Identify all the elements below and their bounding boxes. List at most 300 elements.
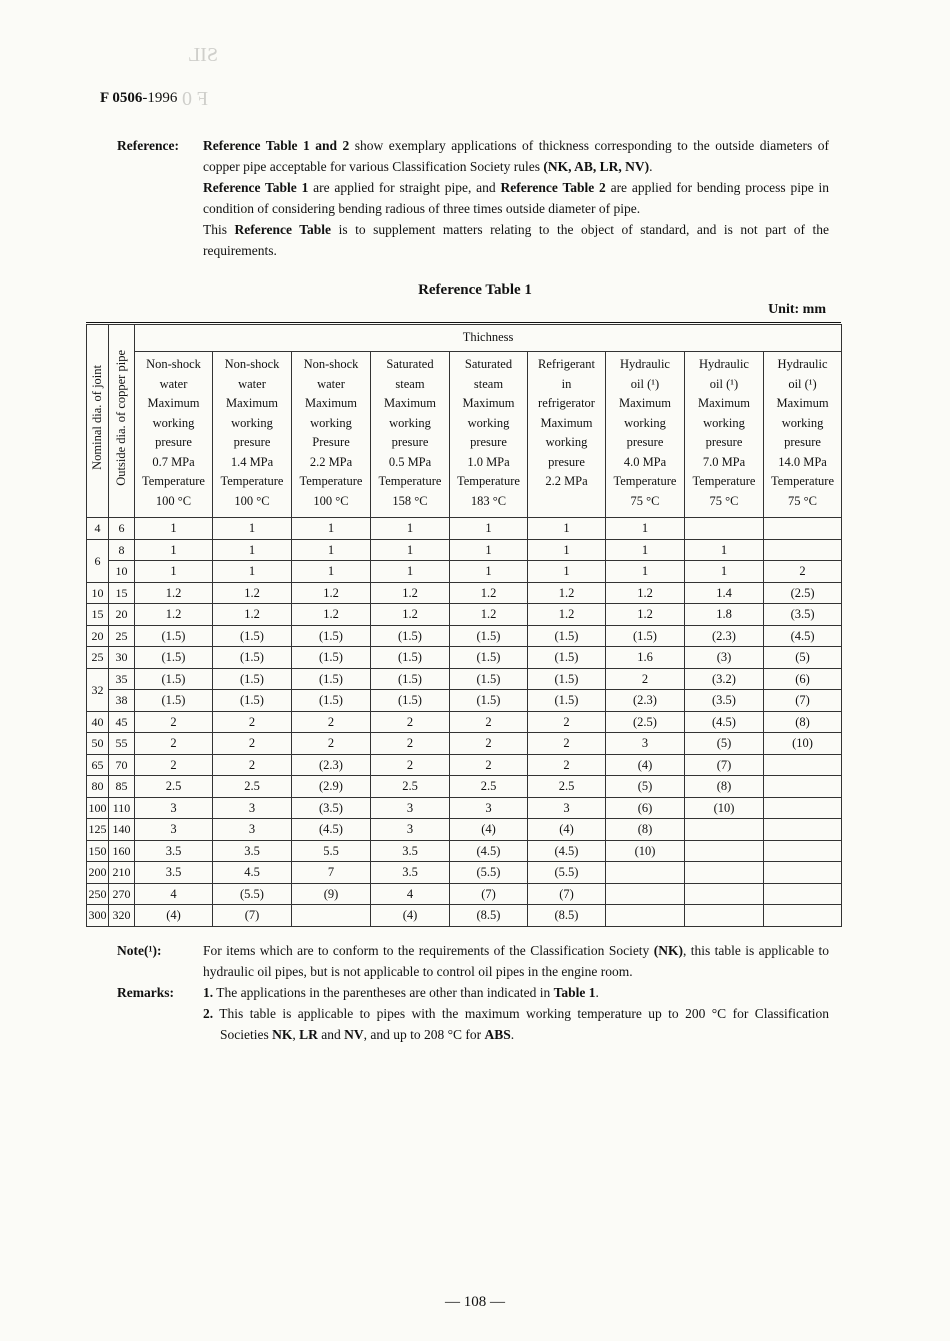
outside-dia-cell: 38 xyxy=(109,690,135,712)
table-row xyxy=(87,905,842,927)
outside-dia-cell: 6 xyxy=(109,518,135,540)
thickness-cell: (2.5) xyxy=(764,582,842,604)
outside-dia-cell: 320 xyxy=(109,905,135,927)
reference-line-1: Reference Table 1 and 2 show exemplary applications of thickness corresponding to the outside diameters of copper pipe acceptable for various Classification Society rules (NK, AB, LR, NV). xyxy=(203,138,830,174)
column-header xyxy=(135,352,213,518)
thickness-cell: 1 xyxy=(292,518,371,540)
thickness-cell: (3) xyxy=(685,647,764,669)
thickness-cell: (1.5) xyxy=(606,625,685,647)
thickness-cell: (4) xyxy=(371,905,450,927)
thickness-cell: (1.5) xyxy=(135,690,213,712)
thickness-cell: (1.5) xyxy=(292,625,371,647)
thickness-cell: (1.5) xyxy=(450,625,528,647)
thickness-cell: (10) xyxy=(764,733,842,755)
column-header-line: presure xyxy=(391,435,429,449)
outside-dia-cell: 8 xyxy=(109,539,135,561)
column-header-line: Maximum xyxy=(697,396,751,410)
thickness-cell: 2 xyxy=(528,711,606,733)
thickness-cell: (1.5) xyxy=(528,690,606,712)
thickness-cell: (1.5) xyxy=(450,647,528,669)
thickness-cell xyxy=(685,883,764,905)
column-header-line: 0.7 MPa xyxy=(152,454,195,469)
outside-dia-cell: 45 xyxy=(109,711,135,733)
column-header-line: 158 °C xyxy=(392,493,428,508)
outside-dia-cell: 25 xyxy=(109,625,135,647)
column-header-line: working xyxy=(624,415,666,430)
table-row xyxy=(87,561,842,583)
table-row xyxy=(87,840,842,862)
nominal-dia-cell: 65 xyxy=(87,754,109,776)
column-header-line: 1.0 MPa xyxy=(467,454,510,469)
thickness-cell: (6) xyxy=(764,668,842,690)
thickness-cell: (4.5) xyxy=(764,625,842,647)
thickness-cell: 1.2 xyxy=(292,604,371,626)
thickness-cell: (1.5) xyxy=(371,668,450,690)
nominal-dia-cell: 50 xyxy=(87,733,109,755)
thickness-cell: 2 xyxy=(292,733,371,755)
column-header-line: working xyxy=(310,415,352,430)
thickness-cell: (1.5) xyxy=(371,690,450,712)
thickness-cell: (8.5) xyxy=(450,905,528,927)
thickness-cell: 1 xyxy=(685,561,764,583)
column-header-line: Hydraulic xyxy=(699,357,749,371)
thickness-cell: 2 xyxy=(606,668,685,690)
thickness-cell: 4.5 xyxy=(213,862,292,884)
outside-dia-cell: 10 xyxy=(109,561,135,583)
thickness-cell: 1.2 xyxy=(135,582,213,604)
column-header xyxy=(371,352,450,518)
thickness-cell: (1.5) xyxy=(135,668,213,690)
thickness-cell: (1.5) xyxy=(528,647,606,669)
reference-table xyxy=(86,324,842,927)
table-row xyxy=(87,797,842,819)
thickness-cell: 1 xyxy=(450,539,528,561)
column-header xyxy=(528,352,606,518)
thickness-cell: 1.2 xyxy=(213,604,292,626)
table-title: Reference Table 1 xyxy=(418,282,532,298)
thickness-cell: (2.3) xyxy=(292,754,371,776)
thickness-cell: 1.4 xyxy=(685,582,764,604)
outside-dia-cell: 160 xyxy=(109,840,135,862)
table-row xyxy=(87,690,842,712)
thickness-cell: 1.2 xyxy=(606,604,685,626)
table-row xyxy=(87,539,842,561)
thickness-cell: (1.5) xyxy=(213,647,292,669)
table-row xyxy=(87,668,842,690)
column-header-line: steam xyxy=(473,376,504,391)
thickness-cell: 2 xyxy=(213,711,292,733)
thickness-cell: (5.5) xyxy=(213,883,292,905)
column-header-line: 1.4 MPa xyxy=(230,454,274,469)
column-header-line: working xyxy=(545,435,588,449)
column-header-line xyxy=(528,492,605,512)
column-header-line: water xyxy=(159,376,188,391)
column-header-line: Temperature xyxy=(692,474,756,488)
nominal-dia-cell: 300 xyxy=(87,905,109,927)
table-row xyxy=(87,518,842,540)
thickness-cell: 1.2 xyxy=(450,604,528,626)
thickness-cell: (7) xyxy=(213,905,292,927)
thickness-cell: (2.3) xyxy=(685,625,764,647)
column-header-line: Maximum xyxy=(383,396,437,410)
column-header-line: Non-shock xyxy=(303,357,359,371)
outside-dia-cell: 55 xyxy=(109,733,135,755)
table-row xyxy=(87,733,842,755)
nominal-dia-cell: 6 xyxy=(87,539,109,582)
thickness-cell: 2 xyxy=(450,754,528,776)
column-header-line: presure xyxy=(626,435,664,449)
note-text: For items which are to conform to the requirements of the Classification Society (NK), this table is applicable to hydraulic oil pipes, but is not applicable to control oil pipes in the engine room. xyxy=(203,943,829,979)
outside-dia-cell: 70 xyxy=(109,754,135,776)
thickness-cell: 1.2 xyxy=(528,604,606,626)
thickness-cell: (4.5) xyxy=(292,819,371,841)
page-number: — 108 — xyxy=(445,1294,505,1310)
bleed-through-mark: F 0 xyxy=(182,88,209,110)
column-header-line: 183 °C xyxy=(470,493,507,508)
reference-paragraph xyxy=(117,135,829,261)
column-header xyxy=(685,352,764,518)
thickness-cell: 4 xyxy=(135,883,213,905)
nominal-dia-cell: 4 xyxy=(87,518,109,540)
thickness-cell: (6) xyxy=(606,797,685,819)
thickness-cell xyxy=(685,518,764,540)
document-code xyxy=(100,90,177,107)
thickness-cell: 3 xyxy=(528,797,606,819)
remark-item: 1. The applications in the parentheses are other than indicated in Table 1. xyxy=(203,985,599,1000)
column-header-line: presure xyxy=(233,435,271,449)
thickness-cell: (1.5) xyxy=(135,647,213,669)
thickness-cell: (4) xyxy=(135,905,213,927)
thickness-cell: (10) xyxy=(606,840,685,862)
column-header-line: water xyxy=(317,376,345,391)
column-header-line: Non-shock xyxy=(146,357,201,371)
thickness-cell: (1.5) xyxy=(213,668,292,690)
outside-dia-cell: 110 xyxy=(109,797,135,819)
column-header-line: oil (¹) xyxy=(709,376,739,391)
table-row xyxy=(87,647,842,669)
column-header-line: working xyxy=(231,415,273,430)
outside-dia-cell: 270 xyxy=(109,883,135,905)
thickness-cell: 1 xyxy=(606,518,685,540)
thickness-cell xyxy=(764,797,842,819)
column-header-line: Hydraulic xyxy=(620,357,670,371)
thickness-cell: 2.5 xyxy=(371,776,450,798)
nominal-dia-cell: 32 xyxy=(87,668,109,711)
thickness-cell: 1.2 xyxy=(528,582,606,604)
column-header-line: Maximum xyxy=(147,396,200,410)
nominal-dia-cell: 15 xyxy=(87,604,109,626)
column-header xyxy=(764,352,842,518)
column-header-line: Temperature xyxy=(378,474,442,488)
column-header-line: Non-shock xyxy=(224,357,280,371)
thickness-cell xyxy=(606,862,685,884)
thickness-cell: (7) xyxy=(685,754,764,776)
thickness-cell: (4) xyxy=(450,819,528,841)
column-header-line: in xyxy=(561,376,572,391)
column-header-line: refrigerator xyxy=(538,396,595,410)
thickness-cell: (1.5) xyxy=(371,625,450,647)
thickness-cell: (4) xyxy=(528,819,606,841)
thickness-cell: 1.2 xyxy=(292,582,371,604)
thickness-cell: 3.5 xyxy=(135,840,213,862)
nominal-dia-cell: 200 xyxy=(87,862,109,884)
thickness-cell: 2 xyxy=(528,733,606,755)
thickness-cell: 1.8 xyxy=(685,604,764,626)
thickness-cell: 3.5 xyxy=(371,840,450,862)
column-header-line: working xyxy=(703,415,745,430)
thickness-cell: 1 xyxy=(135,518,213,540)
thickness-cell: 4 xyxy=(371,883,450,905)
column-header-line: oil (¹) xyxy=(788,376,817,391)
thickness-cell: 1.2 xyxy=(606,582,685,604)
outside-dia-cell: 20 xyxy=(109,604,135,626)
thickness-cell: 2 xyxy=(135,711,213,733)
column-header-line: Temperature xyxy=(220,474,284,488)
nominal-dia-cell: 100 xyxy=(87,797,109,819)
thickness-cell: 1 xyxy=(528,518,606,540)
column-header-line: Maximum xyxy=(462,396,515,410)
thickness-cell: (8) xyxy=(606,819,685,841)
thickness-cell: 1.2 xyxy=(371,604,450,626)
thickness-cell: 2 xyxy=(135,754,213,776)
thickness-cell: (8) xyxy=(764,711,842,733)
column-header-line: steam xyxy=(395,376,425,391)
thickness-cell: (1.5) xyxy=(213,690,292,712)
thickness-cell xyxy=(685,905,764,927)
thickness-cell: 7 xyxy=(292,862,371,884)
column-header-line: working xyxy=(152,415,195,430)
thickness-cell: 3 xyxy=(213,819,292,841)
thickness-cell: 3 xyxy=(371,819,450,841)
outside-dia-cell: 30 xyxy=(109,647,135,669)
thickness-cell: (7) xyxy=(528,883,606,905)
thickness-cell: (1.5) xyxy=(292,668,371,690)
outside-dia-header: Outside dia. of copper pipe xyxy=(109,325,135,518)
column-header-line: presure xyxy=(784,435,821,449)
thickness-cell: (1.5) xyxy=(371,647,450,669)
column-header-line: Temperature xyxy=(613,474,677,488)
thickness-cell: 1 xyxy=(213,561,292,583)
thickness-cell: (5) xyxy=(606,776,685,798)
thickness-cell xyxy=(764,862,842,884)
thickness-cell: (1.5) xyxy=(135,625,213,647)
nominal-dia-cell: 40 xyxy=(87,711,109,733)
column-header-line: presure xyxy=(155,435,192,449)
thickness-cell: 1 xyxy=(213,518,292,540)
thickness-cell: 3 xyxy=(135,819,213,841)
table-row xyxy=(87,754,842,776)
remarks-row xyxy=(117,982,829,1045)
thickness-cell: 2 xyxy=(764,561,842,583)
note-row xyxy=(117,940,829,982)
column-header-line: 2.2 MPa xyxy=(309,454,353,469)
thickness-cell xyxy=(764,883,842,905)
table-top-rule xyxy=(86,322,841,323)
thickness-cell xyxy=(292,905,371,927)
thickness-cell: (1.5) xyxy=(450,690,528,712)
outside-dia-cell: 210 xyxy=(109,862,135,884)
column-header-line: Temperature xyxy=(299,474,363,488)
thickness-cell: 2.5 xyxy=(135,776,213,798)
nominal-dia-cell: 10 xyxy=(87,582,109,604)
thickness-cell: (4.5) xyxy=(450,840,528,862)
thickness-cell: (1.5) xyxy=(450,668,528,690)
note-label: Note(¹): xyxy=(117,943,162,958)
thickness-cell: 2 xyxy=(213,733,292,755)
thickness-cell: (2.3) xyxy=(606,690,685,712)
unit-label: Unit: mm xyxy=(768,302,826,317)
thickness-cell: 1.2 xyxy=(371,582,450,604)
nominal-dia-cell: 25 xyxy=(87,647,109,669)
column-header-line: Refrigerant xyxy=(538,357,595,371)
document-year: -1996 xyxy=(142,90,178,106)
nominal-dia-cell: 80 xyxy=(87,776,109,798)
column-header-line: Maximum xyxy=(225,396,279,410)
thickness-cell: 1 xyxy=(292,561,371,583)
nominal-dia-cell: 150 xyxy=(87,840,109,862)
thickness-cell: (5) xyxy=(764,647,842,669)
column-header-line: 7.0 MPa xyxy=(702,454,746,469)
thickness-cell: 2 xyxy=(371,733,450,755)
thickness-cell: (10) xyxy=(685,797,764,819)
thickness-cell xyxy=(764,905,842,927)
thickness-cell: (3.2) xyxy=(685,668,764,690)
table-row xyxy=(87,604,842,626)
thickness-cell: (5) xyxy=(685,733,764,755)
column-header-line: oil (¹) xyxy=(630,376,660,391)
thickness-cell: (4.5) xyxy=(685,711,764,733)
thickness-cell: 2 xyxy=(450,733,528,755)
thickness-cell: 1 xyxy=(135,539,213,561)
thickness-cell: (4) xyxy=(606,754,685,776)
thickness-cell xyxy=(764,776,842,798)
outside-dia-cell: 35 xyxy=(109,668,135,690)
remarks-list xyxy=(203,982,829,1045)
column-header-line: 75 °C xyxy=(630,493,660,508)
nominal-dia-header: Nominal dia. of joint xyxy=(87,325,109,518)
thickness-cell: 1 xyxy=(685,539,764,561)
thickness-cell: (1.5) xyxy=(528,625,606,647)
thickness-cell: 1 xyxy=(606,539,685,561)
column-header-line: 14.0 MPa xyxy=(778,454,827,469)
thickness-cell xyxy=(685,819,764,841)
thickness-cell: 1 xyxy=(528,561,606,583)
thickness-cell: 2 xyxy=(135,733,213,755)
table-row xyxy=(87,582,842,604)
document-number: F 0506 xyxy=(100,90,143,106)
column-header-line: Maximum xyxy=(618,396,672,410)
thickness-cell: (2.5) xyxy=(606,711,685,733)
thickness-cell: 1 xyxy=(450,561,528,583)
thickness-cell: (1.5) xyxy=(292,690,371,712)
table-row xyxy=(87,625,842,647)
thickness-cell: 3 xyxy=(135,797,213,819)
thickness-cell: (9) xyxy=(292,883,371,905)
thickness-cell: (8) xyxy=(685,776,764,798)
column-header-line: Saturated xyxy=(386,357,434,371)
thickness-cell: 3.5 xyxy=(371,862,450,884)
table-row xyxy=(87,862,842,884)
outside-dia-cell: 140 xyxy=(109,819,135,841)
thickness-cell xyxy=(764,539,842,561)
thickness-group-header: Thichness xyxy=(135,325,842,352)
thickness-cell: 1.2 xyxy=(135,604,213,626)
thickness-cell xyxy=(764,819,842,841)
column-header-line: 2.2 MPa xyxy=(545,474,588,488)
nominal-dia-cell: 250 xyxy=(87,883,109,905)
thickness-cell: 2.5 xyxy=(528,776,606,798)
thickness-cell: 1 xyxy=(371,561,450,583)
thickness-cell: (3.5) xyxy=(764,604,842,626)
thickness-cell: 1.2 xyxy=(213,582,292,604)
thickness-cell: (1.5) xyxy=(292,647,371,669)
thickness-cell: 3.5 xyxy=(135,862,213,884)
column-header-line: 75 °C xyxy=(709,493,739,508)
table-row xyxy=(87,776,842,798)
reference-line-3: This Reference Table is to supplement matters relating to the object of standard, and is not part of the requirements. xyxy=(203,222,829,258)
column-header-line: Temperature xyxy=(457,474,520,488)
thickness-cell: 1 xyxy=(213,539,292,561)
thickness-cell: 2 xyxy=(213,754,292,776)
thickness-cell: 1 xyxy=(292,539,371,561)
remark-item: 2. This table is applicable to pipes with the maximum working temperature up to 200 °C for Classification Societies NK, LR and NV, and up to 208 °C for ABS. xyxy=(203,1006,829,1042)
thickness-cell: 3 xyxy=(213,797,292,819)
thickness-cell: 5.5 xyxy=(292,840,371,862)
column-header-line: 0.5 MPa xyxy=(388,454,432,469)
column-header-line: Maximum xyxy=(304,396,358,410)
thickness-cell: (8.5) xyxy=(528,905,606,927)
thickness-cell: 1 xyxy=(371,539,450,561)
thickness-cell: 1 xyxy=(606,561,685,583)
thickness-cell: 3 xyxy=(450,797,528,819)
thickness-cell: 2.5 xyxy=(213,776,292,798)
thickness-cell: 2 xyxy=(528,754,606,776)
column-header-line: presure xyxy=(548,454,585,469)
thickness-cell xyxy=(685,840,764,862)
thickness-cell xyxy=(764,840,842,862)
table-row xyxy=(87,819,842,841)
column-header-line: Temperature xyxy=(771,474,835,488)
column-header-line: Maximum xyxy=(776,396,829,410)
thickness-cell: 1 xyxy=(450,518,528,540)
table-row xyxy=(87,711,842,733)
notes-section xyxy=(117,940,829,1045)
thickness-cell: 2.5 xyxy=(450,776,528,798)
column-header-line: Temperature xyxy=(142,474,205,488)
thickness-cell: 3 xyxy=(371,797,450,819)
column-header-line: working xyxy=(389,415,431,430)
thickness-cell: (7) xyxy=(764,690,842,712)
outside-dia-cell: 85 xyxy=(109,776,135,798)
thickness-cell xyxy=(764,518,842,540)
thickness-cell: 1.2 xyxy=(450,582,528,604)
nominal-dia-cell: 20 xyxy=(87,625,109,647)
column-header-line: working xyxy=(467,415,510,430)
thickness-cell: 2 xyxy=(371,711,450,733)
thickness-cell: (1.5) xyxy=(528,668,606,690)
column-header-line: 100 °C xyxy=(313,493,349,508)
column-header xyxy=(292,352,371,518)
table-row xyxy=(87,883,842,905)
column-header xyxy=(213,352,292,518)
bleed-through-mark: SIL xyxy=(188,44,218,66)
thickness-cell: (3.5) xyxy=(685,690,764,712)
thickness-cell: 1 xyxy=(371,518,450,540)
thickness-cell: (5.5) xyxy=(528,862,606,884)
thickness-cell: 1.6 xyxy=(606,647,685,669)
remarks-label: Remarks: xyxy=(117,985,174,1000)
thickness-cell: 1 xyxy=(528,539,606,561)
